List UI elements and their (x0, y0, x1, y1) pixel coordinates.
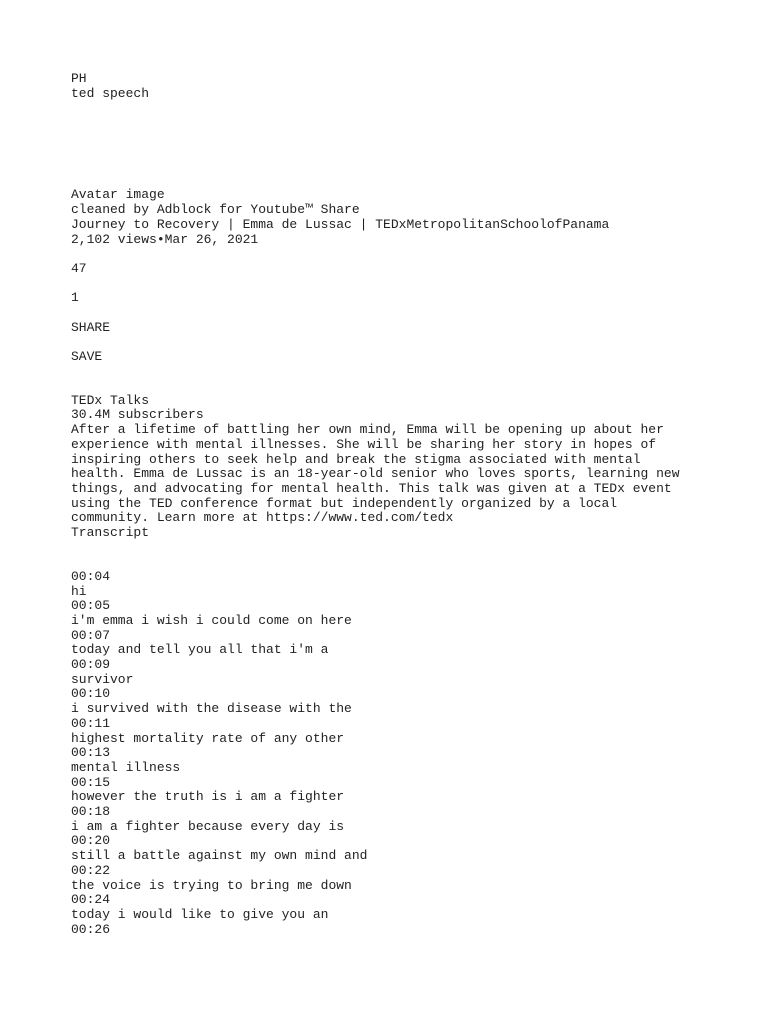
subscriber-count: 30.4M subscribers (71, 407, 204, 423)
transcript-text: survivor (71, 671, 134, 687)
share-button[interactable]: SHARE (71, 319, 111, 335)
video-title: Journey to Recovery | Emma de Lussac | TEDxMetropolitanSchoolofPanama (71, 216, 610, 232)
spacer (71, 365, 711, 394)
transcript-timestamp[interactable]: 00:20 (71, 833, 111, 849)
page-content (71, 72, 711, 937)
transcript-label: Transcript (71, 525, 150, 541)
transcript-timestamp[interactable]: 00:09 (71, 657, 111, 673)
spacer (71, 101, 711, 188)
avatar-image-alt: Avatar image (71, 187, 165, 203)
spacer (71, 277, 711, 292)
spacer (71, 306, 711, 321)
transcript-segment[interactable] (71, 776, 711, 805)
transcript-segment[interactable] (71, 893, 711, 922)
transcript-segment[interactable] (71, 717, 711, 746)
transcript-timestamp[interactable]: 00:11 (71, 715, 111, 731)
transcript-text: highest mortality rate of any other (71, 730, 345, 746)
transcript-text: i'm emma i wish i could come on here (71, 612, 352, 628)
transcript-text: today i would like to give you an (71, 906, 329, 922)
transcript-timestamp[interactable]: 00:15 (71, 774, 111, 790)
transcript-timestamp[interactable]: 00:13 (71, 745, 111, 761)
transcript-segment[interactable] (71, 834, 711, 863)
transcript-text: hi (71, 583, 87, 599)
transcript-segment[interactable] (71, 629, 711, 658)
like-count[interactable]: 47 (71, 260, 87, 276)
transcript-text: today and tell you all that i'm a (71, 642, 329, 658)
transcript-text: mental illness (71, 759, 181, 775)
video-description: After a lifetime of battling her own mind, Emma will be opening up about her experience with mental illnesses. She will be sharing her story in hopes of inspiring others to seek help and break the stigma associated with mental health. Emma de Lussac is an 18-year-old senior who loves sports, learning new things, and advocating for mental health. This talk was given at a TEDx event using the TED conference format but independently organized by a local community. Learn more at https://www.ted.com/tedx (71, 422, 680, 526)
adblock-share-text[interactable]: cleaned by Adblock for Youtube™ Share (71, 202, 360, 218)
save-button[interactable]: SAVE (71, 349, 103, 365)
spacer (71, 541, 711, 570)
transcript-segment[interactable] (71, 599, 711, 628)
transcript-timestamp[interactable]: 00:05 (71, 598, 111, 614)
transcript-segment[interactable] (71, 570, 711, 599)
spacer (71, 247, 711, 262)
spacer (71, 335, 711, 350)
transcript-text: i survived with the disease with the (71, 701, 352, 717)
transcript-segment[interactable] (71, 805, 711, 834)
transcript-timestamp[interactable]: 00:04 (71, 568, 111, 584)
transcript-text: the voice is trying to bring me down (71, 877, 352, 893)
views-date: 2,102 views•Mar 26, 2021 (71, 231, 259, 247)
dislike-count[interactable]: 1 (71, 290, 79, 306)
transcript-segment[interactable] (71, 658, 711, 687)
transcript-timestamp[interactable]: 00:24 (71, 892, 111, 908)
transcript-text: however the truth is i am a fighter (71, 789, 345, 805)
transcript-list (71, 570, 711, 938)
transcript-timestamp[interactable]: 00:18 (71, 804, 111, 820)
page-title: ted speech (71, 85, 150, 101)
transcript-segment[interactable] (71, 864, 711, 893)
transcript-text: i am a fighter because every day is (71, 818, 345, 834)
transcript-segment[interactable] (71, 687, 711, 716)
transcript-segment[interactable] (71, 746, 711, 775)
ph-label: PH (71, 71, 87, 86)
transcript-segment[interactable] (71, 923, 711, 938)
transcript-text: still a battle against my own mind and (71, 848, 368, 864)
transcript-timestamp[interactable]: 00:07 (71, 627, 111, 643)
transcript-timestamp[interactable]: 00:10 (71, 686, 111, 702)
channel-name[interactable]: TEDx Talks (71, 392, 150, 408)
transcript-timestamp[interactable]: 00:26 (71, 921, 111, 937)
transcript-timestamp[interactable]: 00:22 (71, 862, 111, 878)
